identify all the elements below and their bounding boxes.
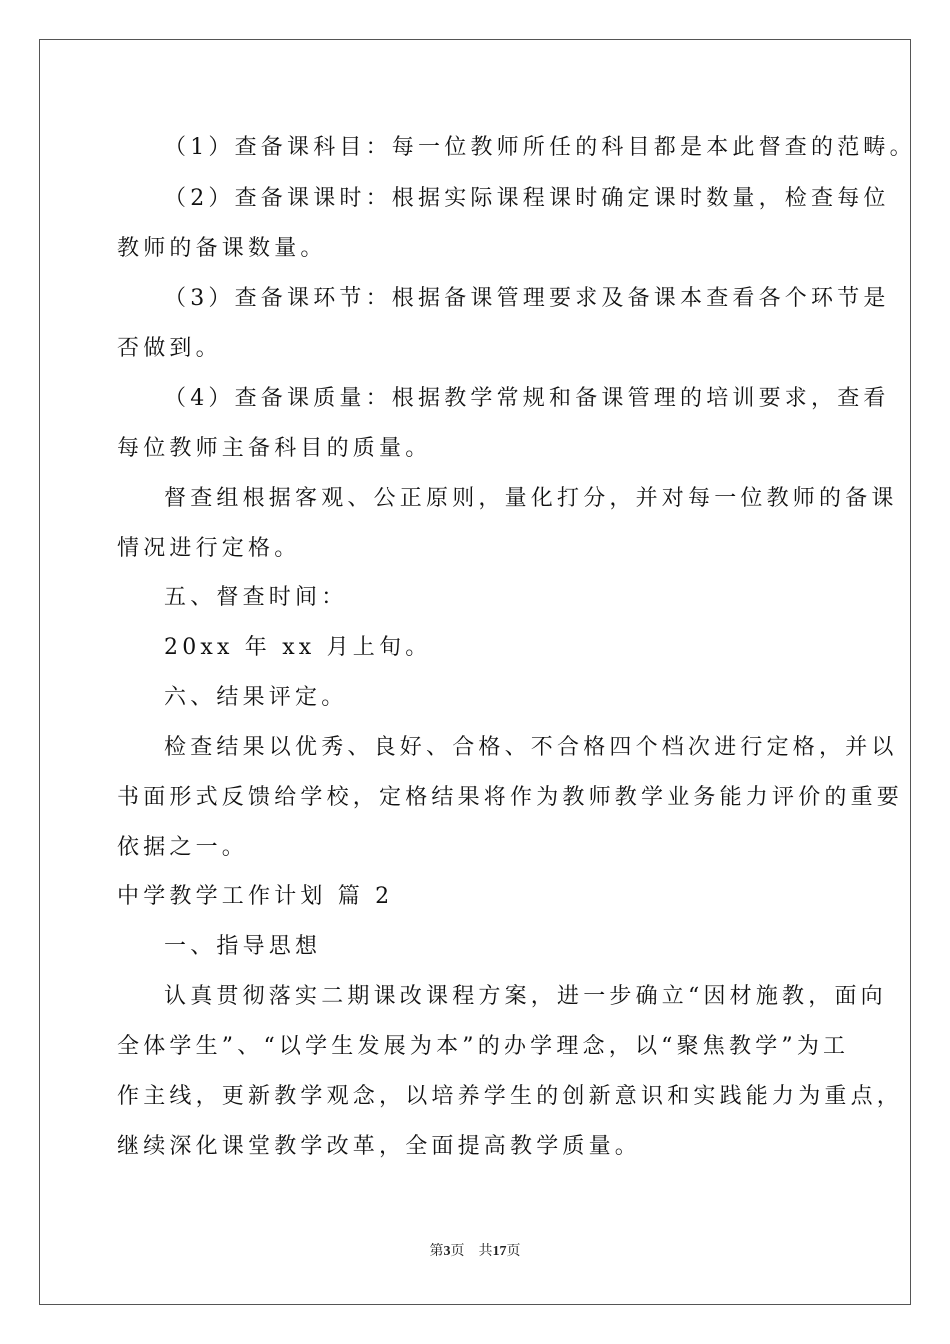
paragraph-line: （2）查备课课时：根据实际课程课时确定课时数量，检查每位 [164,186,890,211]
paragraph-line: 书面形式反馈给学校，定格结果将作为教师教学业务能力评价的重要 [117,785,904,810]
section-heading: 一、指导思想 [164,934,322,959]
paragraph-line: （3）查备课环节：根据备课管理要求及备课本查看各个环节是 [164,286,890,311]
section-heading: 六、结果评定。 [164,685,348,710]
total-prefix: 共 [478,1244,493,1259]
paragraph-line: 检查结果以优秀、良好、合格、不合格四个档次进行定格，并以 [164,735,898,760]
paragraph-line: （1）查备课科目：每一位教师所任的科目都是本此督查的范畴。 [164,135,916,160]
paragraph-line: 全体学生”、“以学生发展为本”的办学理念，以“聚焦教学”为工 [117,1034,850,1059]
total-suffix: 页 [506,1244,521,1259]
section-heading: 五、督查时间： [164,585,348,610]
page-footer [0,1243,950,1261]
paragraph-line: 每位教师主备科目的质量。 [117,436,432,461]
paragraph-line: 教师的备课数量。 [117,236,327,261]
paragraph-line: 作主线，更新教学观念，以培养学生的创新意识和实践能力为重点， [117,1084,904,1109]
paragraph-line: 认真贯彻落实二期课改课程方案，进一步确立“因材施教，面向 [164,984,887,1009]
paragraph-line: 否做到。 [117,336,222,361]
paragraph-line: 20xx 年 xx 月上旬。 [164,635,432,660]
page-prefix: 第 [429,1244,444,1259]
page-number: 3 [443,1244,451,1259]
paragraph-line: （4）查备课质量：根据教学常规和备课管理的培训要求，查看 [164,386,890,411]
page-suffix: 页 [450,1244,465,1259]
paragraph-line: 督查组根据客观、公正原则，量化打分，并对每一位教师的备课 [164,486,898,511]
total-pages: 17 [492,1244,507,1259]
paragraph-line: 依据之一。 [117,835,249,860]
paragraph-line: 情况进行定格。 [117,536,301,561]
paragraph-line: 继续深化课堂教学改革，全面提高教学质量。 [117,1134,642,1159]
document-title: 中学教学工作计划 篇 2 [117,884,394,909]
page-border [39,39,911,1305]
